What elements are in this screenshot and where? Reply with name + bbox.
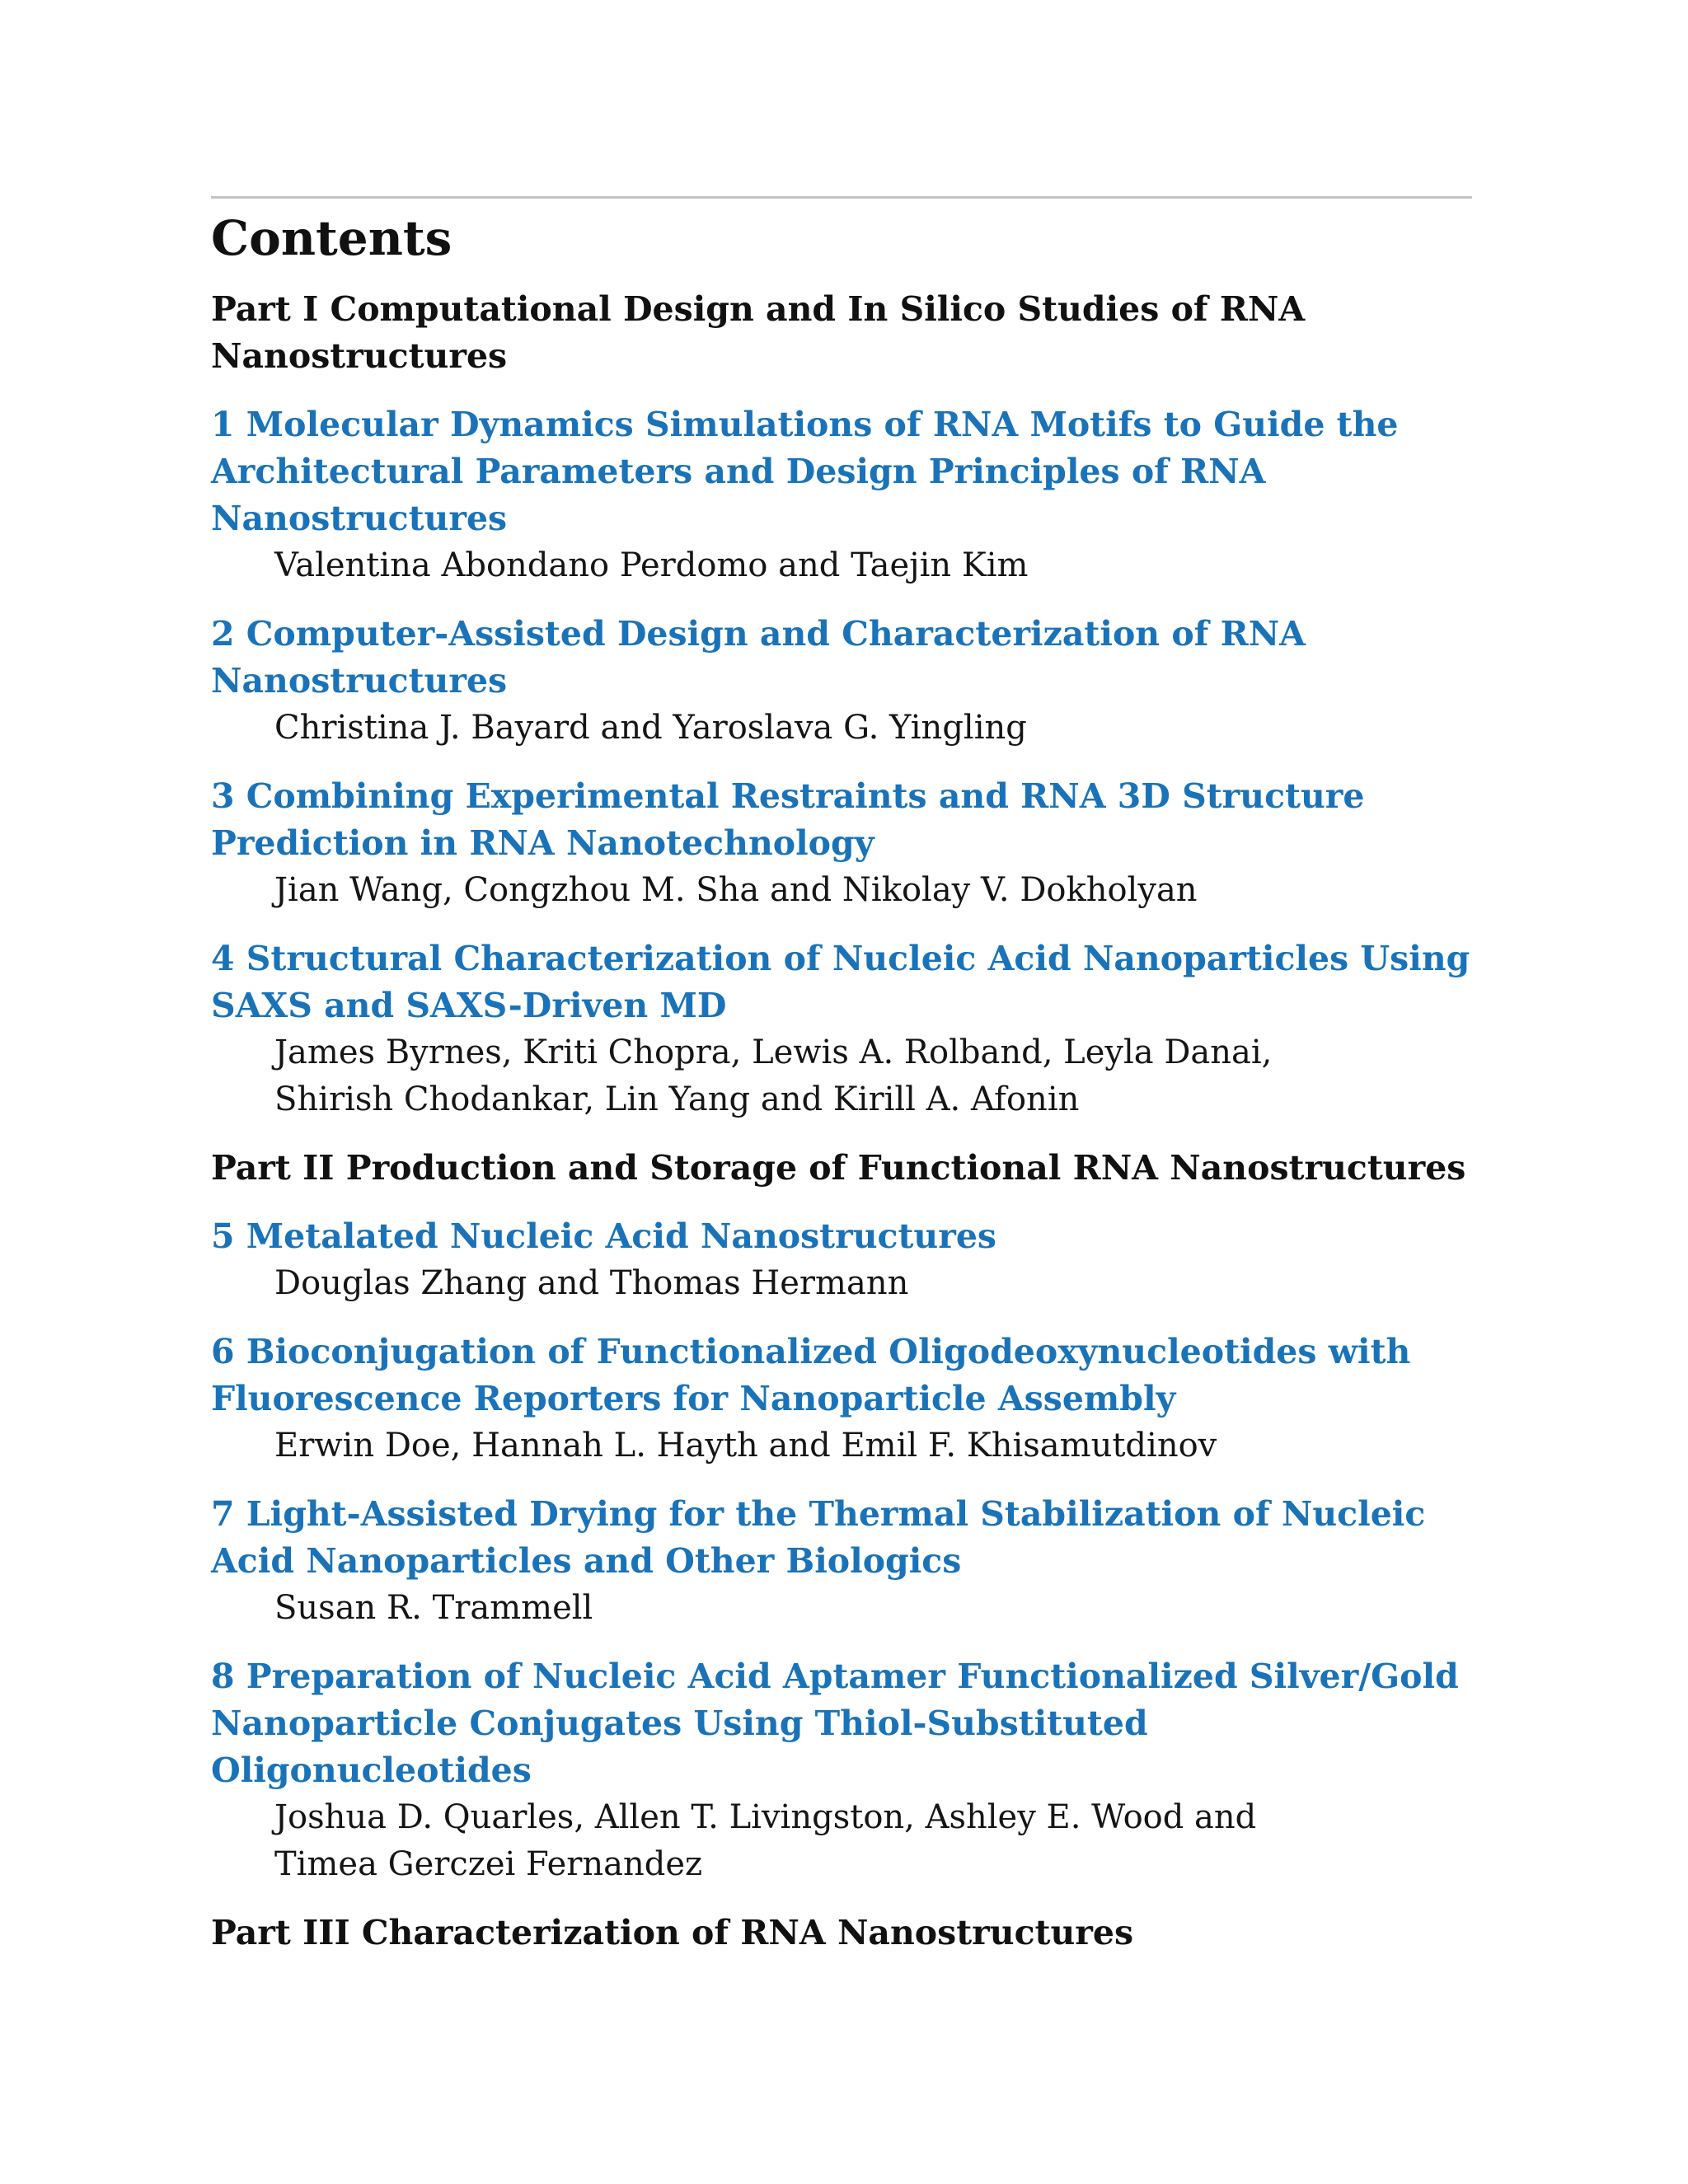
chapter-authors: Erwin Doe, Hannah L. Hayth and Emil F. Khisamutdinov: [274, 1427, 1217, 1465]
chapter-link-8[interactable]: 8 Preparation of Nucleic Acid Aptamer Functionalized Silver/Gold Nanoparticle Conjugates Using Thiol-Substituted Oligonucleotides: [211, 1657, 1459, 1790]
chapter-authors: Joshua D. Quarles, Allen T. Livingston, Ashley E. Wood and Timea Gerczei Fernandez: [274, 1798, 1257, 1883]
chapter-authors: James Byrnes, Kriti Chopra, Lewis A. Rolband, Leyla Danai, Shirish Chodankar, Lin Yang and Kirill A. Afonin: [274, 1033, 1273, 1118]
chapter-link-4[interactable]: 4 Structural Characterization of Nucleic Acid Nanoparticles Using SAXS and SAXS-Driven MD: [211, 939, 1470, 1025]
part-heading-2: Part II Production and Storage of Functional RNA Nanostructures: [211, 1148, 1466, 1188]
toc-entry: [211, 773, 1472, 914]
toc-entry: [211, 1213, 1472, 1307]
chapter-link-3[interactable]: 3 Combining Experimental Restraints and RNA 3D Structure Prediction in RNA Nanotechnology: [211, 776, 1365, 863]
toc-page: [211, 196, 1472, 1978]
toc-entry: [211, 1653, 1472, 1888]
header-rule: [211, 196, 1472, 199]
toc-entry: [211, 935, 1472, 1123]
part-heading-3: Part III Characterization of RNA Nanostructures: [211, 1913, 1134, 1952]
chapter-link-5[interactable]: 5 Metalated Nucleic Acid Nanostructures: [211, 1216, 997, 1256]
chapter-link-7[interactable]: 7 Light-Assisted Drying for the Thermal Stabilization of Nucleic Acid Nanoparticles and Other Biologics: [211, 1494, 1426, 1581]
chapter-link-6[interactable]: 6 Bioconjugation of Functionalized Oligodeoxynucleotides with Fluorescence Reporters for Nanoparticle Assembly: [211, 1332, 1411, 1418]
chapter-authors: Valentina Abondano Perdomo and Taejin Kim: [274, 546, 1029, 584]
chapter-link-1[interactable]: 1 Molecular Dynamics Simulations of RNA Motifs to Guide the Architectural Parameters and Design Principles of RNA Nanostructures: [211, 405, 1399, 538]
chapter-authors: Jian Wang, Congzhou M. Sha and Nikolay V. Dokholyan: [274, 871, 1198, 909]
chapter-authors: Douglas Zhang and Thomas Hermann: [274, 1264, 909, 1302]
chapter-authors: Susan R. Trammell: [274, 1589, 593, 1627]
toc-entry: [211, 1329, 1472, 1469]
toc-entry: [211, 1491, 1472, 1632]
chapter-authors: Christina J. Bayard and Yaroslava G. Yingling: [274, 709, 1027, 747]
toc-entry: [211, 611, 1472, 752]
chapter-link-2[interactable]: 2 Computer-Assisted Design and Characterization of RNA Nanostructures: [211, 614, 1306, 701]
part-heading-1: Part I Computational Design and In Silico Studies of RNA Nanostructures: [211, 289, 1306, 376]
page-title: Contents: [211, 210, 452, 266]
toc-entry: [211, 401, 1472, 589]
